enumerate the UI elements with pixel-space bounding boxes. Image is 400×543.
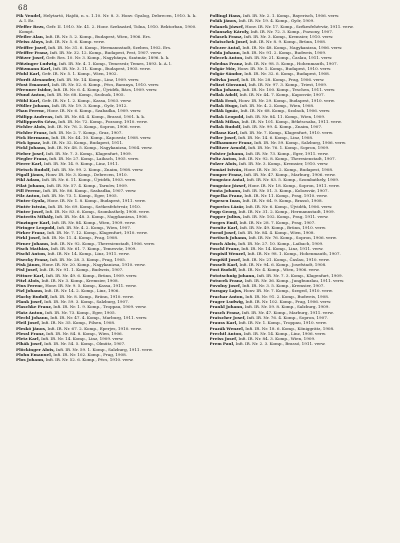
entry-name: Polgár Sándor, [209, 71, 244, 77]
entry-details: Infi. IR. Nr. 52. 6. Komp., Pécs, Baranya, 1910. verw. [51, 81, 160, 87]
entry-name: Pikl Adam, [16, 177, 41, 183]
entry-name: Popescu Ioan, [209, 198, 242, 204]
entry-details: Infi. IR. Nr. 2. 3. Komp., Brassó, 1911. verw. [235, 341, 326, 347]
entry-name: Popper Julius, [209, 214, 242, 220]
entry-details: Infi. IR. Nr. 1. Komp., Troppau, 1910. verw. [238, 320, 327, 326]
entry-details: Infi. IR. Nr. 36. Komp., Jungbunzlau, 1911. verw. [244, 277, 345, 283]
entry-name: Pospisil Wenzel, [209, 251, 247, 257]
entry-name: Philippovits Géza, [16, 118, 58, 124]
entry-name: Pisk János, [16, 261, 42, 267]
entry-details: Infi. IR. Nr. 84. 4. Komp., Wien, 1908. [237, 230, 315, 236]
entry-details: Infi. IR. Nr. 14. Komp., Linz, 1909. verw. [41, 336, 124, 342]
entry-details: Honv. IR. Nr. 30. 2. Komp., Budapest, 1908. [243, 166, 334, 172]
entry-details: Infi. IR. Nr. 91. 1. Komp., Budweis, 1907. [39, 267, 124, 273]
entry-name: Potucek Franz, [209, 277, 244, 283]
entry-details: Infi. IR. Nr. 100. Komp., Teschen, 1911. verw. [242, 87, 336, 93]
entry-details: Infi. IR. Nr. 99. 4. Komp., Znaim, 1907. [242, 124, 323, 130]
entry-name: Pollak Hugo, [209, 103, 239, 109]
entry-details: Infi. IR. Nr. 4. 2. Komp., Wien, 1908. [240, 103, 315, 109]
entry-details: Infi. IR. Nr. 14. Komp., Linz, 1906. verw. [243, 330, 327, 336]
entry-name: Pfund Anton, [16, 92, 47, 98]
entry-details: Infi. IR. Nr. 14. Komp., Linz, 1911. verw. [47, 251, 130, 257]
entry-name: Pirkl Josef, [16, 235, 42, 241]
right-column [210, 13, 391, 539]
entry-details: Gefr. IR. Nr. 5. 1. Komp., Wien, 1902. [41, 71, 118, 77]
column-gutter [203, 13, 204, 539]
entry-details: Infi. IR. Nr. 2. 1. Komp., Bayerisch, 1906. verw. [242, 13, 340, 18]
entry-details: Infi. IR. Nr. 68. Komp., Szolnok, 1905. [47, 92, 125, 98]
entry-name: Pongrácz Antal, [209, 177, 246, 183]
entry-name: Portisch Johann, [209, 235, 248, 241]
entry-details: Honv. IR. Nr. 18. Komp., Sopron, 1911. verw. [248, 182, 340, 188]
entry-details: Infi. IR. Nr. 69. Komp., Székesfehérvár, 1910. [48, 203, 142, 209]
entry-name: Pletz Karl, [16, 336, 41, 342]
entry-details: Infi. IR. Nr. 52. 6. Komp., Pécs, 1910. verw. [45, 357, 134, 363]
entry-details: Infi. IR. Nr. 67. 2. Komp., Eperjes, 1910. verw. [47, 325, 142, 331]
entry-name: Pleskó János, [16, 325, 47, 331]
entry-name: Plohn Emanuel, [16, 352, 53, 357]
entry-name: Plachy Rudolf, [16, 293, 49, 299]
entry-details: Infi. IR. Nr. 59. 8. Komp., Salzburg, 1909. [244, 304, 330, 310]
entry-name: Pfeiffer Jozef, [16, 44, 48, 50]
entry-details: Infi. IR. Nr. 98. 1. Komp., Hohenmauth, 1907. [247, 251, 341, 257]
entry-name: Prem Paul, [209, 341, 235, 347]
entry-details: Gefr. Res. 10. Nr. 3. Komp., Nagybánya, Szatmár, 1896. k. k. [46, 55, 170, 61]
entry-details: Infi. IR. Nr. 4. 2. Komp., Wien, 1907. [56, 224, 132, 230]
entry-details: Infi. IR. Nr. 44. 7. Komp., Kaposvár, 1907. [239, 92, 325, 98]
entry-name: Porges Emil, [209, 219, 239, 225]
entry-details: Infi. IR. Nr. 3. Komp., Kremsier, 1910. verw. [243, 34, 334, 40]
entry-name: Pollak Rudolf, [209, 124, 242, 130]
entry-name: Posselt Karl, [209, 261, 239, 267]
entry-name: Pornitz Karl, [209, 224, 239, 230]
entry-details: Infi. IR. Nr. 83. 6. Komp., Szombathely, 1908. verw. [45, 208, 150, 214]
entry-details: Infi. IR. Nr. 49. 6. Komp., Brünn, 1909. verw. [45, 272, 138, 278]
entry-name: Polivka Josef, [209, 76, 241, 82]
entry-details: Infi. IR. Nr. 2. 7. Komp., Graz, 1907. [49, 129, 123, 135]
entry-details: Infi. IR. Nr. 28. 3. Komp., Prag, 1905. [49, 256, 127, 262]
entry-details: Infi. IR. Nr. 32. Komp., Budapest, 1911. [42, 140, 124, 146]
entry-details: Infi. IR. Nr. 32. 6. Komp., Budapest, 1908. [244, 71, 331, 77]
entry-details: Infi. IR. Nr. 6. 11. Komp., Újvidék, 1903. verw. [41, 177, 137, 183]
entry-name: Prazák Wenzel, [209, 325, 245, 331]
entry-name: Popovics Lázár, [209, 203, 245, 209]
entry-name: Posch Alois, [209, 240, 237, 246]
entry-name: Poledna Franz, [209, 60, 244, 66]
entry-name: Phan Ferenc, [16, 108, 46, 114]
entry-details: Infi. IR. Nr. 102. Komp., Prag, 1908. [53, 352, 128, 357]
entry-details: Infi. IR. Nr. 44. 10. Komp., Kaposvár, 1908. verw. [51, 134, 152, 140]
entry-name: Pigall János, [16, 171, 45, 177]
entry-name: Pichler Alois, [16, 124, 47, 130]
entry-details: Infi. IR. Nr. 84. 8. Komp., Wien, 1906. [46, 330, 123, 336]
entry-details: Infi. IR. Nr. 73. Komp., Eger, 1911. verw. [245, 150, 329, 156]
entry-details: Infi. IR. Nr. 8. Komp., Brünn, 1910. verw. [50, 293, 134, 299]
entry-details: Infi. IR. Nr. 84. Komp., Wien, 1909. verw. [51, 219, 136, 225]
entry-details: Infi. IR. Nr. 68. Komp., Szolnok, 1906. verw. [240, 108, 331, 114]
directory-entry [16, 13, 197, 24]
entry-details: Infi. IR. Nr. 76. Komp., Sopron, 1906. verw. [248, 235, 337, 241]
entry-details: Infi. IR. Nr. 32. 12. Komp., Budapest, Pest, 1907. verw. [49, 50, 162, 56]
entry-name: Pollhammer Franz, [209, 140, 253, 146]
entry-name: Poschl Franz, [209, 246, 241, 252]
entry-name: Philipp Andreas, [16, 113, 54, 119]
entry-details: Honv. IR. Nr. 1. Komp., Budapest, 1910. verw. [237, 65, 332, 71]
entry-name: Pizl Johann, [16, 288, 44, 294]
entry-details: Infi. IR. Nr. 4. 1. Komp., Temesvár, Temes, 1893. k. A. l. [58, 60, 172, 66]
entry-name: Platz Anton, [16, 309, 44, 315]
entry-name: Pratscher Josef, [209, 314, 246, 320]
entry-name: Pierer Karl, [16, 161, 43, 167]
entry-details: Infi. IR. Nr. 64. 9. Komp., Brassó, 1908. [242, 198, 323, 204]
entry-name: Poller Josef, [209, 134, 237, 140]
entry-details: Infi. IR. Nr. 92. Komp., Theresienstadt, 1906. verw. [50, 240, 156, 246]
entry-details: Infi. IR. Nr. 48. 3. Komp., Nagykanizsa, 1906. [55, 214, 148, 220]
entry-name: Piringer Leopold, [16, 224, 56, 230]
entry-name: Pick Hermann, [16, 134, 51, 140]
entry-details: Infi. IR. Nr. 19. 4. Komp., Győr, 1909. [238, 18, 315, 24]
entry-details: Honv. IR. Nr. 20. Komp., Nagykanizsa, 1910. verw. [42, 261, 146, 267]
entry-name: Pleil Josef, [16, 320, 41, 326]
entry-name: Pinter Gyula, [16, 198, 46, 204]
entry-name: Polgár Mór, [209, 65, 237, 71]
entry-name: Pinterits Mihály, [16, 214, 54, 220]
entry-details: Infi. IR. Nr. 73. Komp., Eger, 1905. [45, 309, 116, 315]
entry-name: Polanek József, [209, 23, 245, 29]
entry-name: Pfeiss Aloys, [16, 39, 45, 45]
entry-details: Infi. IR. Nr. 5. 6. Komp. verw. [45, 39, 105, 45]
entry-name: Pik Vendel, [16, 13, 42, 18]
entry-name: Plöckinger Alois, [16, 346, 55, 352]
entry-name: Pfeiffer Franz, [16, 50, 49, 56]
entry-name: Prauss Karl, [209, 320, 238, 326]
entry-name: Pichler Franz, [16, 129, 49, 135]
entry-name: Popelka Franz, [209, 193, 244, 199]
entry-name: Polzer Alois, [209, 161, 238, 167]
entry-name: Popp Georg, [209, 208, 238, 214]
entry-details: Gefr. IR. Nr. 1. 2. Komp., Kassa, 1903. verw. [41, 97, 132, 103]
entry-name: Pietsch Rudolf, [16, 166, 51, 172]
entry-details: Infi. IR. Nr. 101. Komp., Békéscsaba, 1911. verw. [241, 118, 342, 124]
entry-details: Infi. IR. Nr. 57. 4. Komp., Tarnów, 1909. [46, 182, 129, 188]
directory-entry [210, 341, 391, 346]
entry-details: Infi. IR. Nr. 61. 7. Komp., Temesvár, 1909. [50, 246, 137, 252]
entry-name: Pinzinger Karl, [16, 219, 51, 225]
entry-details: Infi. IR. Nr. 7. 3. Komp., Klagenfurt, 1909. [45, 150, 132, 156]
entry-details: Infi. IR. Nr. 64. 4. Komp., Brassó, 1901. k. k. [54, 113, 146, 119]
entry-name: Polanszky Károly, [209, 28, 250, 34]
entry-details: Honv. IR. Nr. 17. Komp., Székesfehérvár, 1911. verw. [245, 23, 354, 29]
entry-name: Pollingl Hans, [209, 13, 242, 18]
entry-name: Pollanz Karl, [209, 129, 239, 135]
entry-name: Pisl Josef, [16, 267, 39, 273]
entry-name: Pfitzer Josef, [16, 55, 45, 61]
entry-name: Ponta Johann, [209, 187, 242, 193]
entry-details: Infi. IR. Nr. 73. 1. Komp., Eger, 1905. [42, 193, 118, 199]
entry-details: Infi. IR. Nr. 83. 5. Komp., Szombathely, 1909. [246, 177, 340, 183]
entry-details: Infi. IR. Nr. 47. Komp., Marburg, 1906. verw. [243, 171, 336, 177]
entry-name: Pill Ferenc, [16, 187, 42, 193]
entry-name: Pfitzinger Ludwig, [16, 60, 58, 66]
entry-details: Infi. IR. Nr. 3. Komp., Kremsier, 1910. verw. [238, 161, 329, 167]
entry-details: Infi. IR. Nr. 5. 2. Komp., Budapest, Wien, 1906. Ers. [45, 34, 152, 40]
entry-details: Infi. IR. Nr. 59. 1. Komp., Salzburg, 1911. verw. [55, 346, 153, 352]
entry-details: Infi. IR. Nr. 7. 12. Komp., Klagenfurt, 1910. verw. [47, 230, 148, 236]
entry-name: Pfost Emanuel, [16, 81, 51, 87]
entry-details: Infi. IR. Nr. 21. Komp., Časlau, 1910. verw. [242, 256, 330, 262]
entry-name: Pintér István, [16, 203, 48, 209]
entry-details: Infi. IR. Nr. 84. 11. Komp., Wien, 1909. [245, 113, 326, 119]
entry-details: Gefr. II. 1910. Nr. 41. 2. Honv. Szekszárd, Tolna, 1910. Rektorban, 1900. Kompt. [19, 23, 197, 34]
entry-details: Infi. IR. Nr. 51. 3. Komp., Kolozsvár, 1907. [242, 187, 329, 193]
entry-details: Infi. IR. Nr. 47. 4. Komp., Marburg, 1911. verw. [50, 314, 148, 320]
entry-name: Polizzi Giovanni, [209, 81, 248, 87]
entry-name: Pisecky Franz, [16, 256, 49, 262]
entry-details: Infi. IR. Nr. 3. Komp., Kremsier, 1908. [41, 277, 119, 283]
entry-details: Honv. IR. Nr. 9. 5. Komp., Kassa, 1911. verw. [45, 283, 137, 289]
directory-entry [16, 357, 197, 362]
entry-name: Pozsgay Lajos, [209, 288, 243, 294]
entry-details: Infi. IR. Nr. 47. Komp., Marburg, 1911. verw. [241, 309, 334, 315]
entry-details: Honv. IR. Nr. 29. Komp., Budapest, 1910. verw. [238, 97, 336, 103]
entry-name: Prankl Johann, [209, 304, 244, 310]
entry-name: Pickl Johann, [16, 145, 47, 151]
entry-name: Prachar Anton, [209, 293, 245, 299]
entry-name: Post Rudolf, [209, 267, 238, 273]
entry-details: Infi. IR. Nr. 59. Komp., Salzburg, 1906. verw. [254, 140, 347, 146]
entry-details: Infi. IR. Nr. 76. 2. Komp., Sopron, 1906. verw. [47, 124, 141, 130]
entry-name: Pollák Miksa, [209, 118, 241, 124]
entry-name: Piegler Franz, [16, 156, 49, 162]
entry-details: Infi. IR. Nr. 28. 7. Komp., Prag, 1907. [239, 219, 316, 225]
entry-details: Infi. IR. Nr. 1. 9. Komp., Troppau, 1909. verw. [53, 304, 147, 310]
entry-details: Infi. IR. Nr. 19. 3. Komp., Győr, 1912. [51, 103, 128, 109]
columns [16, 13, 390, 539]
entry-details: Honv. IR. Nr. 6. Komp., Szabadka, 1909. verw. [46, 108, 142, 114]
entry-details: Infi. IR. Nr. 4. Komp., Wien, 1906. verw. [238, 267, 320, 273]
entry-details: Infi. IR. Nr. 3. 11. Komp., Budapest, 1905. verw. [52, 65, 151, 71]
entry-name: Pittner Karl, [16, 272, 45, 278]
entry-details: Infi. IR. Nr. 18. 6. Komp., Königgrätz, 1908. [245, 325, 335, 331]
entry-details: Infi. IR. Nr. 48. 5. Komp., Nagykanizsa, 1904. verw. [47, 145, 153, 151]
entry-name: Pfitzmann Karl, [16, 65, 52, 71]
directory-entry [16, 24, 197, 35]
entry-details: Infi. IR. Nr. 92. 8. Komp., Theresienstadt, 1907. [238, 156, 336, 162]
entry-details: Infi. IR. Nr. 27. 10. Komp., Laibach, 1909. [238, 240, 324, 246]
entry-name: Pius Ferenc, [16, 283, 45, 289]
entry-name: Poltz Anton, [209, 156, 238, 162]
entry-name: Pfordt Alexander, [16, 76, 56, 82]
entry-name: Pongrácz József, [209, 182, 247, 188]
entry-details: Infi. IR. Nr. 7. Komp., Klagenfurt, 1910. verw. [239, 129, 334, 135]
left-column [16, 13, 197, 539]
entry-details: Infi. IR. Nr. 48. Komp., Nagykanizsa, 1906. verw. [242, 44, 343, 50]
entry-name: Plos Johann, [16, 357, 45, 363]
entry-name: Pomázi István, [209, 166, 243, 172]
entry-details: Infi. IR. Nr. 49. Komp., Brünn, 1910. verw. [239, 224, 327, 230]
entry-name: Preiss Josef, [209, 336, 238, 342]
entry-name: Pollak Leopold, [209, 113, 245, 119]
entry-details: Infi. IR. Nr. 27. Komp., Laibach, 1905. verw. [49, 156, 140, 162]
entry-details: Infi. IR. Nr. 31. 2. Komp., Hermannstadt, 1909. [238, 208, 335, 214]
entry-details: Infi. IR. Nr. 54. 5. Komp., Olmütz, 1907. [44, 341, 126, 347]
entry-name: Pinter Josef, [16, 208, 45, 214]
entry-name: Polda Johann, [209, 50, 242, 56]
entry-name: Pospíšil Josef, [209, 256, 242, 262]
entry-details: Infi. IR. Nr. 72. 3. Komp., Pozsony, 1907. [250, 28, 334, 34]
entry-name: Prasch Franz, [209, 309, 241, 315]
entry-details: Infi. IR. Nr. 3. 5. Komp., Kremsier, 1907. [242, 283, 325, 289]
entry-details: Infi. IR. Nr. 76. 1. Komp., Sopron, 1909. [248, 145, 330, 151]
entry-details: Infi. IR. Nr. 35. Komp., Pilsen, 1908. [41, 320, 116, 326]
entry-details: Infi. IR. Nr. 86. Komp., Szabadka, 1907. verw. [43, 187, 137, 193]
entry-name: Polka Johann, [209, 87, 242, 93]
entry-name: Polatschek Josef, [209, 39, 249, 45]
entry-name: Pisch Mathias, [16, 246, 50, 252]
entry-name: Pototschnig Johann, [209, 272, 256, 278]
entry-name: Pollitzer Arnold, [209, 145, 247, 151]
entry-details: Infi. IR. Nr. 28. Komp., Prag, 1906. verw. [241, 76, 325, 82]
entry-name: Porod Josef, [209, 230, 237, 236]
entry-name: Pollák Ignác, [209, 108, 240, 114]
entry-name: Plaschke Franz, [16, 304, 53, 310]
entry-details: Infi. IR. Nr. 94. 6. Komp., Josefstadt, 1908. [239, 261, 327, 267]
page-number: 68 [18, 4, 28, 12]
entry-name: Pick Ignaz, [16, 140, 42, 146]
entry-name: Polczer Antal, [209, 44, 242, 50]
entry-details: Infi. IR. Nr. 14. Komp., Linz, 1909. verw. [56, 76, 140, 82]
entry-name: Plechl Johann, [16, 314, 50, 320]
entry-name: Pomper Franz, [209, 171, 243, 177]
entry-name: Prechtl Anton, [209, 330, 243, 336]
entry-name: Plhák Josef, [16, 341, 43, 347]
entry-name: Pilat Johann, [16, 182, 46, 188]
entry-details: Infi. IR. Nr. 6. 4. Komp., Újvidék, Bács, 1909. verw. [53, 87, 158, 93]
entry-name: Pilz Anton, [16, 193, 41, 199]
entry-details: Infi. IR. Nr. 14. 2. Komp., Linz, 1906. [44, 288, 120, 294]
entry-name: Polasek Franz, [209, 34, 243, 40]
entry-name: Pirker Franz, [16, 230, 46, 236]
entry-details: Honv. IR. Nr. 1. 8. Komp., Budapest, 1911. verw. [47, 198, 146, 204]
entry-name: Pfohl Karl, [16, 71, 41, 77]
entry-details: Infi. IR. Nr. 102. Komp., Prag, 1911. verw. [242, 214, 329, 220]
entry-details: Infi. IR. Nr. 14. Komp., Linz, 1911. verw. [241, 246, 324, 252]
entry-details: Infi. IR. Nr. 72. Komp., Pozsony, 1910. verw. [58, 118, 148, 124]
entry-details: Infi. IR. Nr. 31. 6. Komp., Hermannstadt, Szeben, 1902. Ers. [48, 44, 172, 50]
entry-details: Infi. IR. Nr. 6. Komp., Újvidék, 1906. verw. [245, 203, 333, 209]
entry-name: Polecek Anton, [209, 55, 244, 61]
entry-details: Honv. IR. Nr. 3. Komp., Debrecen, 1910. [45, 171, 128, 177]
entry-details: Infi. IR. Nr. 11. Komp., Prag, 1910. verw. [244, 193, 328, 199]
entry-name: Povolny Josef, [209, 283, 242, 289]
entry-details: Infi. IR. Nr. 99. 2. Komp., Znaim, 1908. verw. [51, 166, 144, 172]
entry-name: Pfüller Johann, [16, 103, 51, 109]
entry-name: Pirner Johann, [16, 240, 50, 246]
entry-name: Pollák Ernő, [209, 97, 238, 103]
entry-details: Infi. IR. Nr. 102. Komp., Prag, 1906. verw. [245, 299, 332, 305]
entry-name: Prager Ludwig, [209, 299, 245, 305]
entry-name: Pollak Adolf, [209, 92, 239, 98]
entry-details: Infi. IR. Nr. 14. 9. Komp., Linz, 1911. [43, 161, 120, 167]
entry-name: Pfreuner Isidor, [16, 87, 53, 93]
entry-name: Pischl Anton, [16, 251, 47, 257]
entry-details: Infi. IR. Nr. 97. 3. Komp., Triest, 1909. [248, 81, 328, 87]
entry-details: Infi. IR. Nr. 98. 5. Komp., Hohenmauth, 1907. [244, 60, 338, 66]
entry-details: Infi. IR. Nr. 8. 9. Komp., Brünn, 1908. [249, 39, 327, 45]
entry-name: Pfeiler Alan, [16, 34, 45, 40]
entry-details: Helytartó, Hajdú, n. s. 1.10. Nr. 8. 3. Honv. Gyalog, Debrecen, 1910. k. k. A. l. Ez. [19, 13, 197, 24]
entry-name: Plank Josef, [16, 299, 43, 305]
entry-details: Infi. IR. Nr. 84. 3. Komp., Wien, 1909. [238, 336, 316, 342]
entry-details: Infi. IR. Nr. 91. 2. Komp., Budweis, 1909. [242, 50, 327, 56]
entry-name: Plessl Franz, [16, 330, 45, 336]
entry-details: Infi. IR. Nr. 21. Komp., Časlau, 1911. verw. [244, 55, 333, 61]
entry-details: Infi. IR. Nr. 76. 4. Komp., Sopron, 1907. [246, 314, 329, 320]
entry-name: Pföhl Karl, [16, 97, 41, 103]
entry-name: Polster Johann, [209, 150, 245, 156]
entry-details: Infi. IR. Nr. 91. 2. Komp., Budweis, 1908. [245, 293, 330, 299]
entry-details: Infi. IR. Nr. 14. 6. Komp., Linz, 1908. [238, 134, 314, 140]
entry-name: Pieber Josef, [16, 150, 45, 156]
entry-details: Honv. IR. Nr. 7. Komp., Szeged, 1910. verw. [243, 288, 333, 294]
entry-details: Infi. IR. Nr. 7. 3. Komp., Klagenfurt, 1909. [256, 272, 343, 278]
entry-details: Infi. IR. Nr. 59. 3. Komp., Salzburg, 1907. [44, 299, 129, 305]
entry-details: Infi. IR. Nr. 11. 4. Komp., Prag, 1908. [42, 235, 119, 241]
entry-name: Pfeffer Rezs, [16, 23, 46, 29]
entry-name: Polák János, [209, 18, 238, 24]
entry-name: Pitzl Alois, [16, 277, 41, 283]
